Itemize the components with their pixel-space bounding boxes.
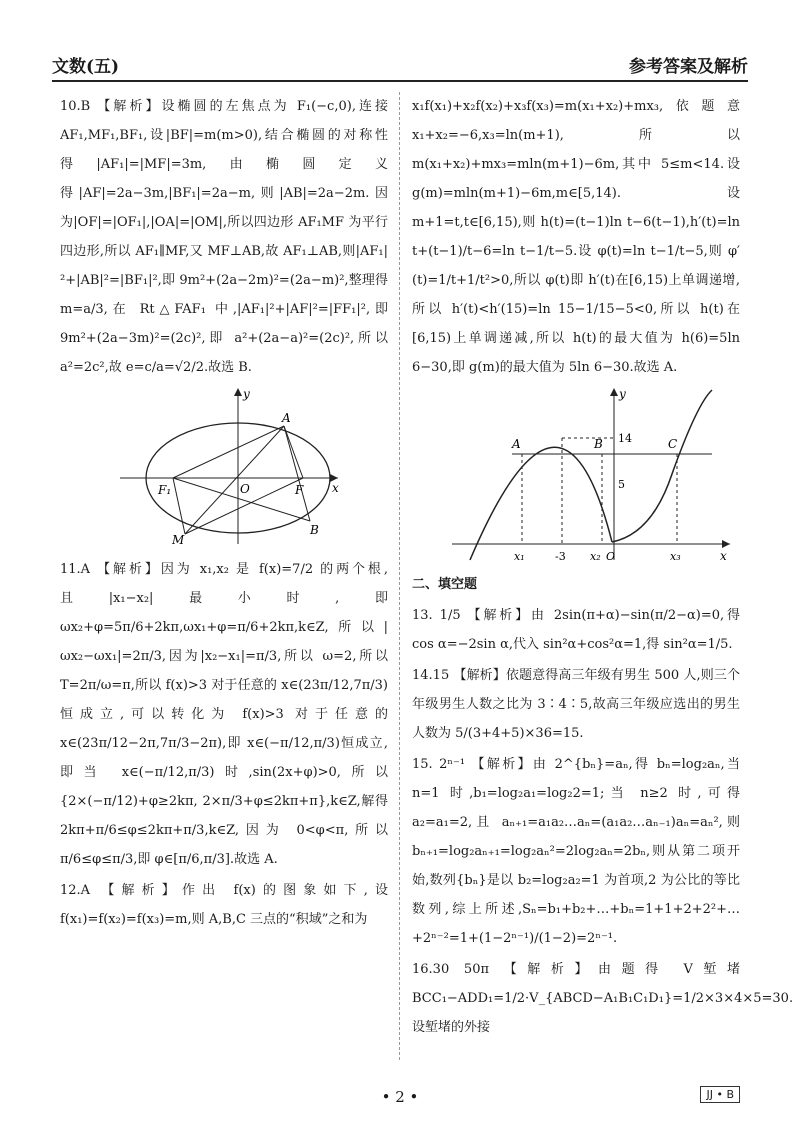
right-column bbox=[412, 92, 794, 1044]
answer-12-continued: x₁f(x₁)+x₂f(x₂)+x₃f(x₃)=m(x₁+x₂)+mx₃,依题意 x₁+x₂=−6,x₃=ln(m+1),所以 m(x₁+x₂)+mx₃=mln(m+1)−6m,其中 5≤m<14.设 g(m)=mln(m+1)−6m,m∈[5,14).设 m+1=t,t∈[6,15),则 h(t)=(t−1)ln t−6(t−1),h′(t)=ln t+(t−1)/t−6=ln t−1/t−5.设 φ(t)=ln t−1/t−5,则 φ′(t)=1/t+1/t²>0,所以 φ(t)即 h′(t)在[6,15)上单调递增,所以 h′(t)<h′(15)=ln 15−1/15−5<0,所以 h(t)在[6,15)上单调递减,所以 h(t)的最大值为 h(6)=5ln 6−30,即 g(m)的最大值为 5ln 6−30.故选 A. bbox=[412, 99, 740, 375]
ellipse-label-O: O bbox=[240, 482, 250, 496]
page-number: • 2 • bbox=[381, 1088, 419, 1106]
answer-10: 10.B 【解析】设椭圆的左焦点为 F₁(−c,0),连接 AF₁,MF₁,BF₁,设|BF|=m(m>0),结合椭圆的对称性得|AF₁|=|MF|=3m,由椭圆定义得|AF|=2a−3m,|BF₁|=2a−m,则|AB|=2a−2m.因为|OF|=|OF₁|,|OA|=|OM|,所以四边形 AF₁MF 为平行四边形,所以 AF₁∥MF,又 MF⊥AB,故 AF₁⊥AB,则|AF₁|²+|AB|²=|BF₁|²,即 9m²+(2a−2m)²=(2a−m)²,整理得 m=a/3,在 Rt△FAF₁ 中,|AF₁|²+|AF|²=|FF₁|²,即 9m²+(2a−3m)²=(2c)²,即 a²+(2a−a)²=(2c)²,所以 a²=2c²,故 e=c/a=√2/2.故选 B. bbox=[60, 99, 388, 375]
answer-14: 14.15 【解析】依题意得高三年级有男生 500 人,则三个年级男生人数之比为 3∶4∶5,故高三年级应选出的男生人数为 5/(3+4+5)×36=15. bbox=[412, 668, 740, 741]
ellipse-figure bbox=[60, 384, 388, 549]
answer-15: 15. 2ⁿ⁻¹ 【解析】由 2^{bₙ}=aₙ,得 bₙ=log₂aₙ,当 n=1 时,b₁=log₂a₁=log₂2=1;当 n≥2 时,可得 a₂=a₁=2,且 aₙ₊₁=a₁a₂…aₙ=(a₁a₂…aₙ₋₁)aₙ=aₙ²,则 bₙ₊₁=log₂aₙ₊₁=log₂aₙ²=2log₂aₙ=2bₙ,则从第二项开始,数列{bₙ}是以 b₂=log₂a₂=1 为首项,2 为公比的等比数列,综上所述,Sₙ=b₁+b₂+…+bₙ=1+1+2+2²+…+2ⁿ⁻²=1+(1−2ⁿ⁻¹)/(1−2)=2ⁿ⁻¹. bbox=[412, 757, 740, 946]
ellipse-label-A: A bbox=[282, 411, 291, 425]
ellipse-label-F1: F₁ bbox=[158, 483, 172, 497]
section-fill-in-title: 二、填空题 bbox=[412, 577, 478, 592]
left-column bbox=[60, 92, 388, 936]
graph-label-x: x bbox=[720, 549, 727, 563]
ellipse-label-x: x bbox=[332, 481, 339, 495]
header-left-title: 文数(五) bbox=[52, 57, 120, 77]
answer-11: 11.A 【解析】因为 x₁,x₂ 是 f(x)=7/2 的两个根,且|x₁−x₂|最小时,即 ωx₂+φ=5π/6+2kπ,ωx₁+φ=π/6+2kπ,k∈Z,所以|ωx₂−ωx₁|=2π/3,因为|x₂−x₁|=π/3,所以 ω=2,所以 T=2π/ω=π,所以 f(x)>3 对于任意的 x∈(23π/12,7π/3)恒成立,可以转化为 f(x)>3 对于任意的 x∈(23π/12−2π,7π/3−2π),即 x∈(−π/12,π/3)恒成立,即当 x∈(−π/12,π/3)时,sin(2x+φ)>0,所以 {2×(−π/12)+φ≥2kπ, 2×π/3+φ≤2kπ+π},k∈Z,解得 2kπ+π/6≤φ≤2kπ+π/3,k∈Z,因为 0<φ<π,所以 π/6≤φ≤π/3,即 φ∈[π/6,π/3].故选 A. bbox=[60, 562, 388, 867]
ellipse-label-M: M bbox=[172, 533, 185, 547]
graph-label-minus3: -3 bbox=[555, 550, 566, 563]
graph-label-5: 5 bbox=[618, 478, 625, 491]
graph-label-C: C bbox=[668, 437, 678, 451]
graph-label-x3: x₃ bbox=[670, 550, 681, 563]
graph-label-B: B bbox=[594, 437, 603, 451]
answer-12: 12.A 【解析】作出 f(x)的图象如下,设 f(x₁)=f(x₂)=f(x₃)=m,则 A,B,C 三点的“积域”之和为 bbox=[60, 883, 388, 927]
function-graph-figure bbox=[412, 384, 740, 564]
graph-label-x2: x₂ bbox=[590, 550, 601, 563]
column-divider bbox=[399, 92, 400, 1060]
header-right-title: 参考答案及解析 bbox=[629, 57, 748, 77]
graph-label-x1: x₁ bbox=[514, 550, 525, 563]
graph-label-A: A bbox=[512, 437, 521, 451]
answer-13: 13. 1/5 【解析】由 2sin(π+α)−sin(π/2−α)=0,得 cos α=−2sin α,代入 sin²α+cos²α=1,得 sin²α=1/5. bbox=[412, 608, 740, 652]
graph-label-y: y bbox=[619, 387, 626, 401]
answer-16: 16.30 50π 【解析】由题得 V堑堵BCC₁−ADD₁=1/2·V_{ABCD−A₁B₁C₁D₁}=1/2×3×4×5=30.设堑堵的外接 bbox=[412, 962, 794, 1035]
header-rule bbox=[52, 80, 748, 82]
footer-badge: JJ • B bbox=[700, 1086, 740, 1103]
ellipse-label-y: y bbox=[243, 387, 250, 401]
ellipse-label-F: F bbox=[295, 483, 304, 497]
graph-label-O: O bbox=[606, 550, 616, 563]
page-header bbox=[52, 48, 748, 78]
graph-label-14: 14 bbox=[618, 432, 632, 445]
ellipse-label-B: B bbox=[310, 523, 319, 537]
